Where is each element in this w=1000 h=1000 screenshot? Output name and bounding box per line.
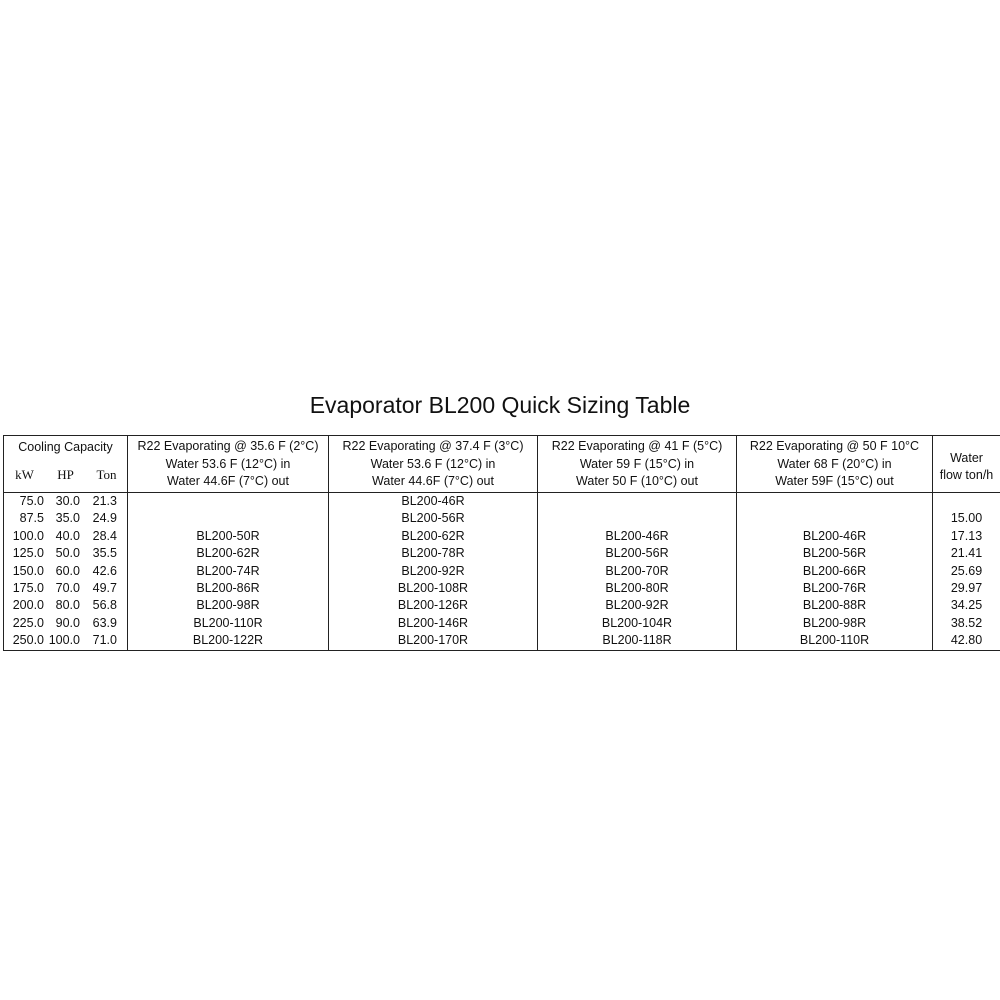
hp-value: 100.0 [48,633,80,648]
water-flow-line-2: flow ton/h [939,468,994,482]
model-cond-3: BL200-80R [538,580,737,597]
water-flow-value: 25.69 [933,563,1000,580]
capacity-cell [4,580,128,597]
model-cond-2: BL200-92R [329,563,538,580]
model-cond-1 [128,510,329,527]
model-cond-3: BL200-70R [538,563,737,580]
condition-4-line-2: Water 68 F (20°C) in [777,456,892,471]
condition-3-line-2: Water 59 F (15°C) in [579,456,695,471]
water-flow-line-1: Water [950,450,983,465]
model-cond-1: BL200-50R [128,528,329,545]
water-flow-value: 17.13 [933,528,1000,545]
capacity-cell [4,510,128,527]
hp-value: 35.0 [55,511,80,526]
model-cond-3 [538,510,737,527]
model-cond-2: BL200-126R [329,597,538,614]
hp-value: 40.0 [55,528,80,543]
hp-value: 60.0 [55,563,80,578]
water-flow-value: 21.41 [933,545,1000,562]
table-row [4,545,1000,562]
model-cond-2: BL200-78R [329,545,538,562]
capacity-cell [4,545,128,562]
ton-value: 35.5 [92,546,117,561]
capacity-cell [4,563,128,580]
ton-value: 24.9 [92,511,117,526]
ton-value: 71.0 [92,633,117,648]
cooling-capacity-label: Cooling Capacity [18,440,113,454]
model-cond-4 [737,510,933,527]
model-cond-3 [538,493,737,511]
model-cond-2: BL200-56R [329,510,538,527]
capacity-cell [4,528,128,545]
water-flow-value: 29.97 [933,580,1000,597]
model-cond-4: BL200-110R [737,632,933,650]
ton-value: 56.8 [92,598,117,613]
table-header-row [4,436,1000,493]
model-cond-4: BL200-88R [737,597,933,614]
model-cond-1: BL200-110R [128,615,329,632]
condition-header-2 [329,436,538,493]
model-cond-3: BL200-56R [538,545,737,562]
model-cond-4: BL200-66R [737,563,933,580]
page-title: Evaporator BL200 Quick Sizing Table [309,392,691,418]
unit-ton-label: Ton [96,467,117,482]
model-cond-4: BL200-98R [737,615,933,632]
table-row [4,528,1000,545]
model-cond-2: BL200-62R [329,528,538,545]
kw-value: 200.0 [12,598,44,613]
capacity-cell [4,597,128,614]
kw-value: 125.0 [12,546,44,561]
water-flow-value [933,493,1000,511]
hp-value: 30.0 [55,494,80,508]
model-cond-2: BL200-146R [329,615,538,632]
unit-hp-label: HP [57,467,74,482]
cooling-capacity-header [4,436,128,493]
condition-header-3 [538,436,737,493]
model-cond-3: BL200-46R [538,528,737,545]
model-cond-4: BL200-46R [737,528,933,545]
ton-value: 21.3 [92,494,117,508]
table-row [4,510,1000,527]
condition-2-line-3: Water 44.6F (7°C) out [372,474,494,489]
ton-value: 63.9 [92,615,117,630]
kw-value: 87.5 [19,511,44,526]
table-row [4,563,1000,580]
capacity-cell [4,615,128,632]
hp-value: 80.0 [55,598,80,613]
water-flow-value: 38.52 [933,615,1000,632]
condition-1-line-3: Water 44.6F (7°C) out [167,474,289,489]
kw-value: 75.0 [19,494,44,508]
water-flow-value: 15.00 [933,510,1000,527]
water-flow-value: 34.25 [933,597,1000,614]
table-row [4,493,1000,511]
condition-1-line-1: R22 Evaporating @ 35.6 F (2°C) [137,439,319,454]
model-cond-3: BL200-118R [538,632,737,650]
kw-value: 100.0 [12,528,44,543]
capacity-cell [4,632,128,650]
water-flow-value: 42.80 [933,632,1000,650]
model-cond-2: BL200-170R [329,632,538,650]
model-cond-2: BL200-46R [329,493,538,511]
model-cond-4: BL200-56R [737,545,933,562]
table-row [4,615,1000,632]
model-cond-2: BL200-108R [329,580,538,597]
condition-2-line-2: Water 53.6 F (12°C) in [370,456,496,471]
condition-3-line-1: R22 Evaporating @ 41 F (5°C) [551,439,723,454]
ton-value: 28.4 [92,528,117,543]
sizing-table [3,435,1000,651]
hp-value: 90.0 [55,615,80,630]
condition-4-line-3: Water 59F (15°C) out [775,474,894,489]
condition-header-1 [128,436,329,493]
condition-1-line-2: Water 53.6 F (12°C) in [165,456,291,471]
kw-value: 175.0 [12,581,44,596]
model-cond-1: BL200-86R [128,580,329,597]
ton-value: 42.6 [92,563,117,578]
model-cond-4: BL200-76R [737,580,933,597]
model-cond-1: BL200-62R [128,545,329,562]
kw-value: 250.0 [12,633,44,648]
model-cond-1: BL200-122R [128,632,329,650]
kw-value: 225.0 [12,615,44,630]
model-cond-1 [128,493,329,511]
hp-value: 70.0 [55,581,80,596]
model-cond-3: BL200-104R [538,615,737,632]
model-cond-1: BL200-74R [128,563,329,580]
capacity-cell [4,493,128,511]
table-row [4,580,1000,597]
condition-4-line-1: R22 Evaporating @ 50 F 10°C [749,439,920,454]
table-row [4,597,1000,614]
ton-value: 49.7 [92,581,117,596]
kw-value: 150.0 [12,563,44,578]
model-cond-3: BL200-92R [538,597,737,614]
condition-header-4 [737,436,933,493]
table-row [4,632,1000,650]
water-flow-header [933,436,1000,493]
model-cond-4 [737,493,933,511]
hp-value: 50.0 [55,546,80,561]
unit-kw-label: kW [15,467,34,482]
condition-2-line-1: R22 Evaporating @ 37.4 F (3°C) [342,439,524,454]
condition-3-line-3: Water 50 F (10°C) out [576,474,698,489]
model-cond-1: BL200-98R [128,597,329,614]
